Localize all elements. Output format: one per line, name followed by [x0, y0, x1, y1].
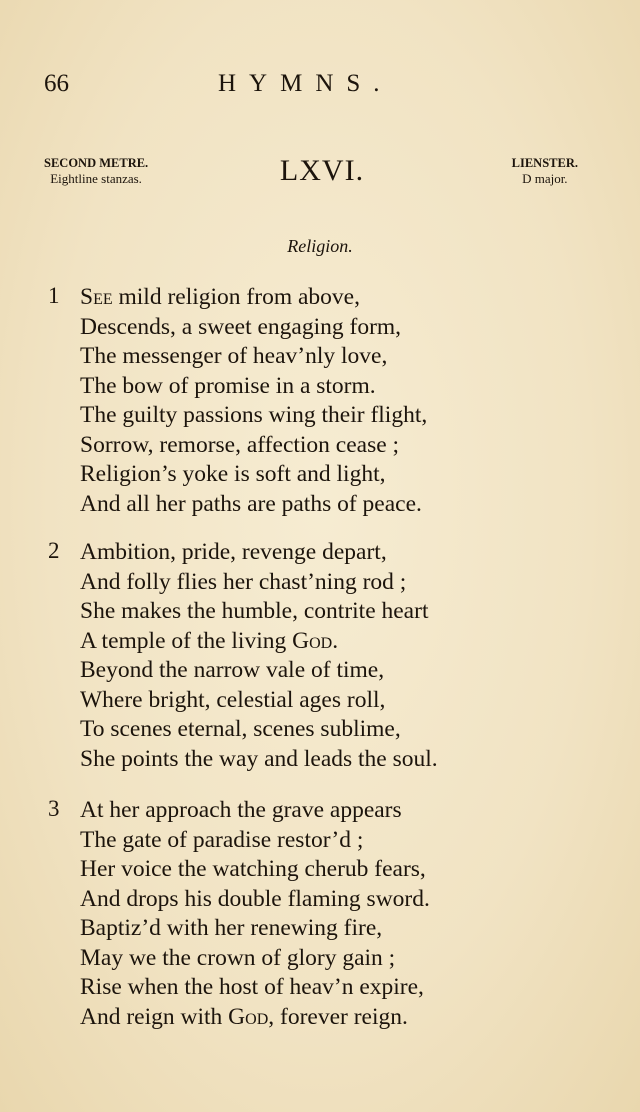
stanza-number: 3: [48, 796, 60, 821]
stanza-number: 2: [48, 538, 60, 563]
divine-name: God: [228, 1003, 269, 1030]
verse-line-end: , forever reign.: [268, 1003, 408, 1030]
verse-line: The gate of paradise restor’d ;: [80, 826, 364, 853]
hymn-subject: Religion.: [287, 236, 353, 256]
verse-line-end: .: [332, 627, 339, 654]
verse-line: [80, 1003, 430, 1033]
verse-line: Where bright, celestial ages roll,: [80, 686, 386, 713]
verse-line: May we the crown of glory gain ;: [80, 944, 396, 971]
verse-line: Sorrow, remorse, affection cease ;: [80, 431, 400, 458]
verse-line: The bow of promise in a storm.: [80, 372, 376, 399]
verse-line: At her approach the grave appears: [80, 797, 402, 823]
verse-line: She points the way and leads the soul.: [80, 745, 438, 772]
verse-line: And drops his double flaming sword.: [80, 885, 430, 912]
stanza-form-label: Eightline stanzas.: [50, 171, 142, 186]
verse-line: Beyond the narrow vale of time,: [80, 657, 385, 683]
page-number: 66: [44, 70, 69, 97]
verse-line: To scenes eternal, scenes sublime,: [80, 716, 401, 742]
stanza-number: 1: [48, 283, 60, 308]
stanza-lines: [80, 796, 430, 1032]
verse-line-start: And reign with: [80, 1003, 229, 1030]
tune-info: [512, 156, 578, 186]
verse-line: Baptiz’d with her renewing fire,: [80, 915, 383, 941]
divine-name: God: [292, 627, 333, 654]
stanza-lines: [80, 538, 438, 774]
verse-line: And all her paths are paths of peace.: [80, 490, 422, 517]
tune-name: LIENSTER.: [511, 156, 578, 170]
verse-line-start: A temple of the living: [80, 627, 293, 654]
stanza-lines: [80, 283, 427, 519]
verse-line: [80, 283, 427, 313]
verse-line: She makes the humble, contrite heart: [80, 598, 429, 624]
verse-line: Rise when the host of heav’n expire,: [80, 974, 424, 1000]
verse-line: Descends, a sweet engaging form,: [80, 313, 402, 340]
hymn-number: LXVI.: [279, 154, 365, 187]
metre-label: SECOND METRE.: [44, 156, 149, 170]
verse-line: The messenger of heav’nly love,: [80, 343, 388, 369]
verse-line: Religion’s yoke is soft and light,: [80, 461, 386, 487]
verse-line-rest: mild religion from above,: [112, 284, 360, 310]
running-head: [0, 70, 640, 110]
verse-line: The guilty passions wing their flight,: [80, 402, 428, 428]
verse-line: Ambition, pride, revenge depart,: [80, 539, 387, 565]
running-title: HYMNS.: [218, 70, 393, 97]
verse-line: And folly flies her chast’ning rod ;: [80, 568, 407, 595]
verse-line: Her voice the watching cherub fears,: [80, 856, 426, 882]
verse-line: [80, 627, 438, 657]
tune-key: D major.: [522, 171, 568, 186]
verse-initial-word: See: [80, 284, 113, 310]
